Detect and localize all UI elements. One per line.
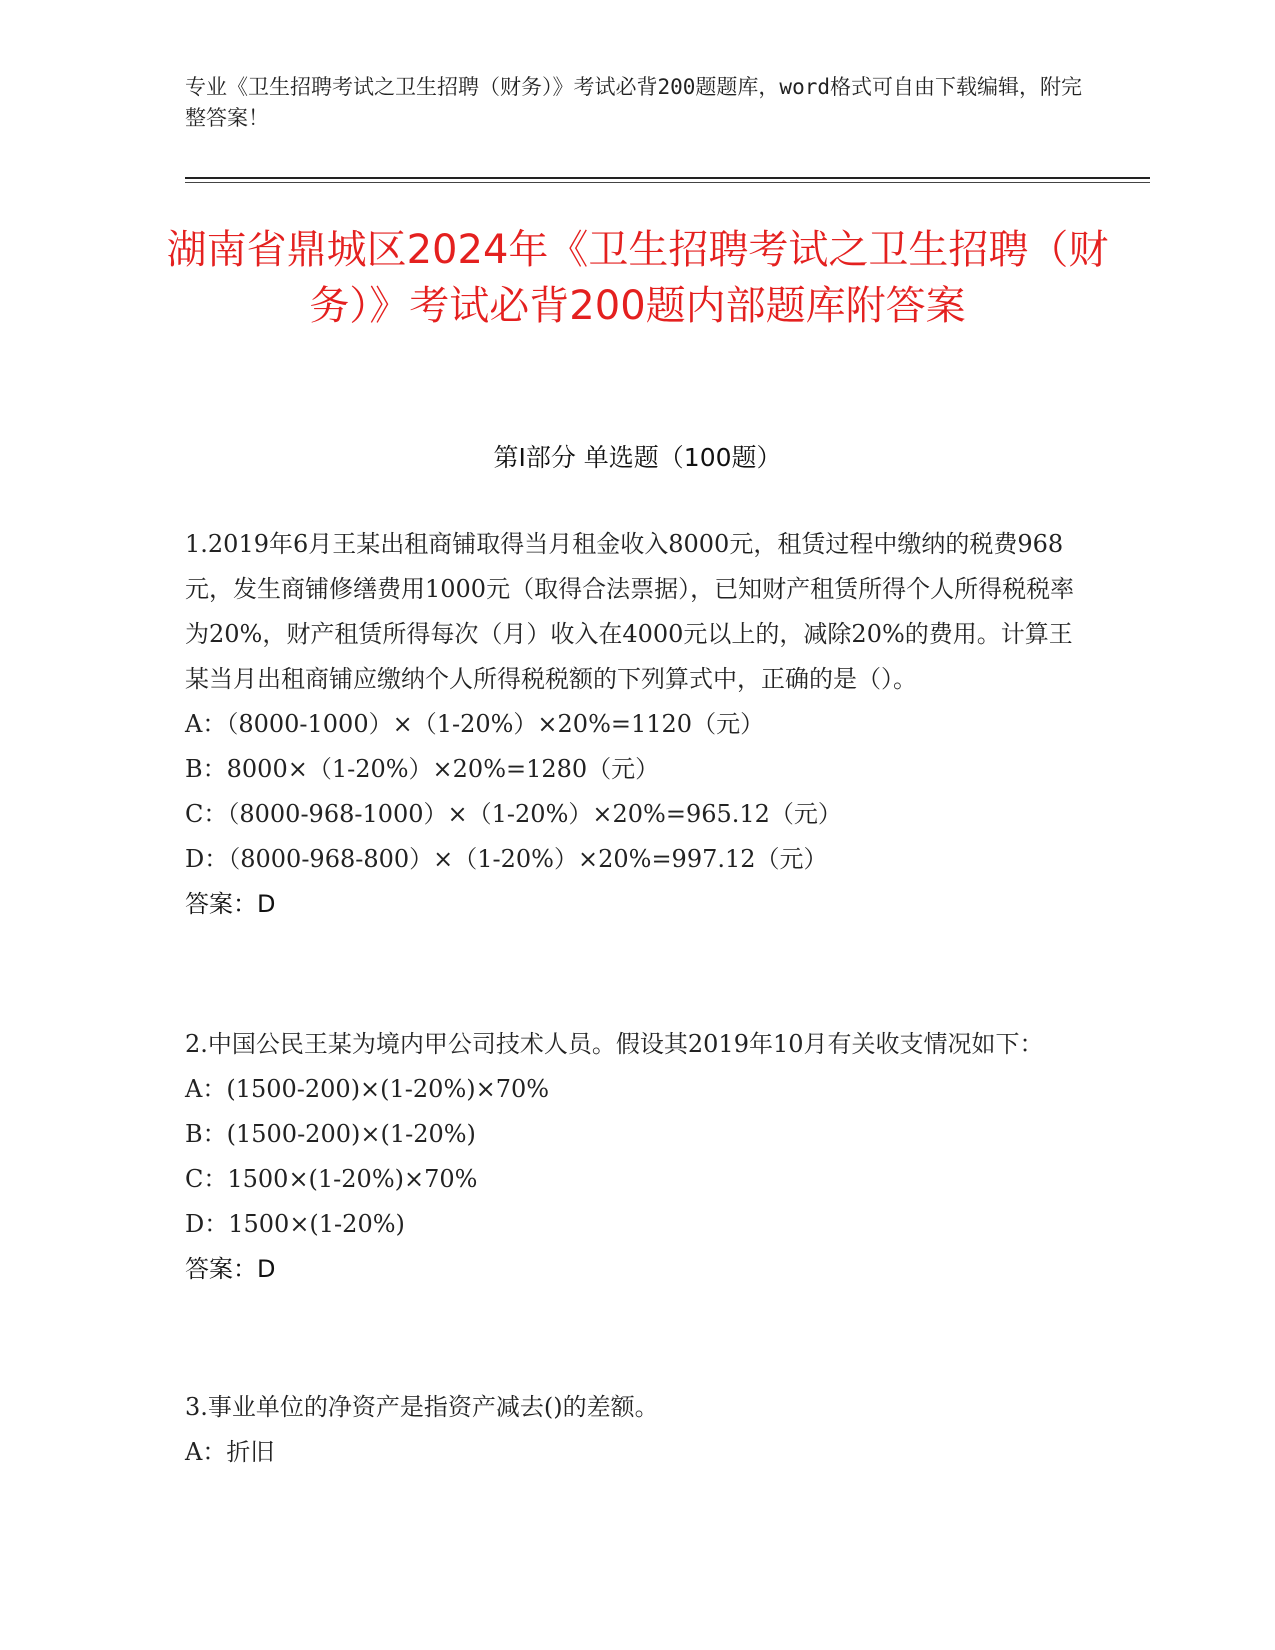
question-1 (185, 522, 1085, 927)
option-c: C：（8000-968-1000）×（1-20%）×20%=965.12（元） (185, 800, 842, 828)
question-3 (185, 1385, 1085, 1475)
option-a: A：（8000-1000）×（1-20%）×20%=1120（元） (185, 710, 765, 738)
question-2 (185, 1022, 1085, 1292)
option-b: B：(1500-200)×(1-20%) (185, 1120, 476, 1148)
header-divider-thin (185, 182, 1150, 183)
header-divider (185, 177, 1150, 179)
section-title: 第Ⅰ部分 单选题（100题） (493, 443, 782, 472)
option-b: B：8000×（1-20%）×20%=1280（元） (185, 755, 660, 783)
document-title: 湖南省鼎城区2024年《卫生招聘考试之卫生招聘（财务）》考试必背200题内部题库附答案 (166, 227, 1109, 329)
option-d: D：（8000-968-800）×（1-20%）×20%=997.12（元） (185, 845, 828, 873)
option-a: A：折旧 (185, 1438, 275, 1466)
header-note: 专业《卫生招聘考试之卫生招聘（财务）》考试必背200题题库，word格式可自由下载编辑，附完整答案！ (185, 75, 1082, 130)
question-stem: 1.2019年6月王某出租商铺取得当月租金收入8000元，租赁过程中缴纳的税费968元，发生商铺修缮费用1000元（取得合法票据），已知财产租赁所得个人所得税税率为20%，财产租赁所得每次（月）收入在4000元以上的，减除20%的费用。计算王某当月出租商铺应缴纳个人所得税税额的下列算式中，正确的是（）。 (185, 530, 1075, 693)
option-d: D：1500×(1-20%) (185, 1210, 405, 1238)
question-stem: 3.事业单位的净资产是指资产减去()的差额。 (185, 1393, 659, 1421)
answer: 答案：D (185, 1255, 276, 1283)
answer: 答案：D (185, 890, 276, 918)
option-a: A：(1500-200)×(1-20%)×70% (185, 1075, 550, 1103)
option-c: C：1500×(1-20%)×70% (185, 1165, 478, 1193)
question-stem: 2.中国公民王某为境内甲公司技术人员。假设其2019年10月有关收支情况如下： (185, 1030, 1044, 1058)
